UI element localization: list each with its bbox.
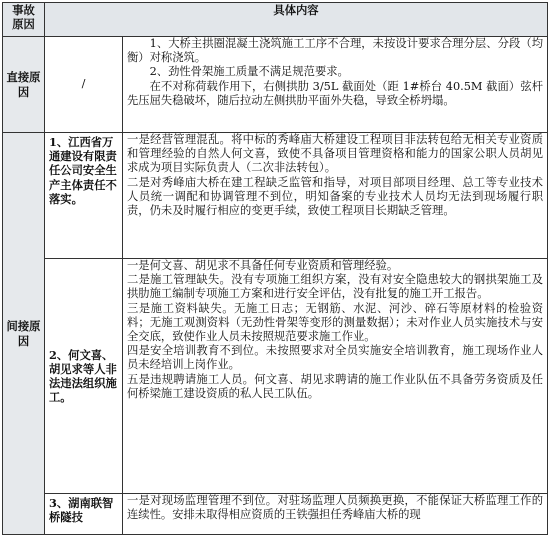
category-direct: 直接原因	[3, 37, 45, 133]
paragraph: 1、大桥主拱圈混凝土浇筑施工工序不合理，未按设计要求合理分层、分段（均衡）对称浇筑。	[127, 37, 543, 65]
indirect-sub-label-2: 2、何文喜、胡见求等人非法违法组织施工。	[45, 259, 123, 494]
paragraph: 三是施工资料缺失。无施工日志；无钢筋、水泥、河沙、碎石等原材料的检验资料；无施工观测资料（无劲性骨架等变形的测量数据）；未对作业人员实施技术与安全交底，致使作业人员未按照规范要求施工作业。	[127, 301, 543, 344]
paragraph: 二是施工管理缺失。没有专项施工组织方案，没有对安全隐患较大的钢拱架施工及拱肋施工编制专项施工方案和进行安全评估，没有批复的施工开工报告。	[127, 273, 543, 301]
header-cause: 事故原因	[3, 3, 45, 37]
indirect-content-1	[123, 133, 548, 259]
paragraph: 一是何文喜、胡见求不具备任何专业资质和管理经验。	[127, 259, 399, 272]
paragraph: 五是违规聘请施工人员。何文喜、胡见求聘请的施工作业队伍不具备劳务资质及任何桥梁施工建设资质的私人民工队伍。	[127, 372, 543, 400]
indirect-sub-label-1: 1、江西省万通建设有限责任公司安全生产主体责任不落实。	[45, 133, 123, 259]
header-content: 具体内容	[45, 3, 548, 37]
table-row-indirect-2	[3, 259, 548, 494]
accident-cause-table	[2, 2, 548, 535]
direct-content	[123, 37, 548, 133]
table-row-indirect-1	[3, 133, 548, 259]
paragraph: 在不对称荷载作用下，右侧拱肋 3/5L 截面处（距 1#桥台 40.5M 截面）弦杆先压屈失稳破坏，随后拉动左侧拱肋平面外失稳，导致全桥坍塌。	[127, 79, 543, 107]
indirect-content-2	[123, 259, 548, 494]
table-row-direct	[3, 37, 548, 133]
table-header-row	[3, 3, 548, 37]
paragraph: 四是安全培训教育不到位。未按照要求对全员实施安全培训教育，施工现场作业人员未经培训上岗作业。	[127, 344, 543, 372]
category-indirect: 间接原因	[3, 133, 45, 535]
paragraph: 一是对现场监理管理不到位。对驻场监理人员频换更换，不能保证大桥监理工作的连续性。安排未取得相应资质的王铁强担任秀峰庙大桥的现	[127, 494, 543, 522]
paragraph: 2、劲性骨架施工质量不满足规范要求。	[149, 65, 349, 79]
paragraph: 二是对秀峰庙大桥在建工程缺乏监管和指导，对项目部项目经理、总工等专业技术人员统一调配和协调管理不到位，明知备案的专业技术人员均无法到现场履行职责，仍未及时履行相应的变更手续，致使工程项目长期缺乏管理。	[127, 175, 543, 218]
direct-sub-label: /	[45, 37, 123, 133]
paragraph: 一是经营管理混乱。将中标的秀峰庙大桥建设工程项目非法转包给无相关专业资质和管理经验的自然人何文喜，致使不具备项目管理资格和能力的国家公职人员胡见求成为项目实际负责人（二次非法转包）。	[127, 133, 543, 175]
indirect-sub-label-3: 3、湖南联智桥隧技	[45, 494, 123, 535]
